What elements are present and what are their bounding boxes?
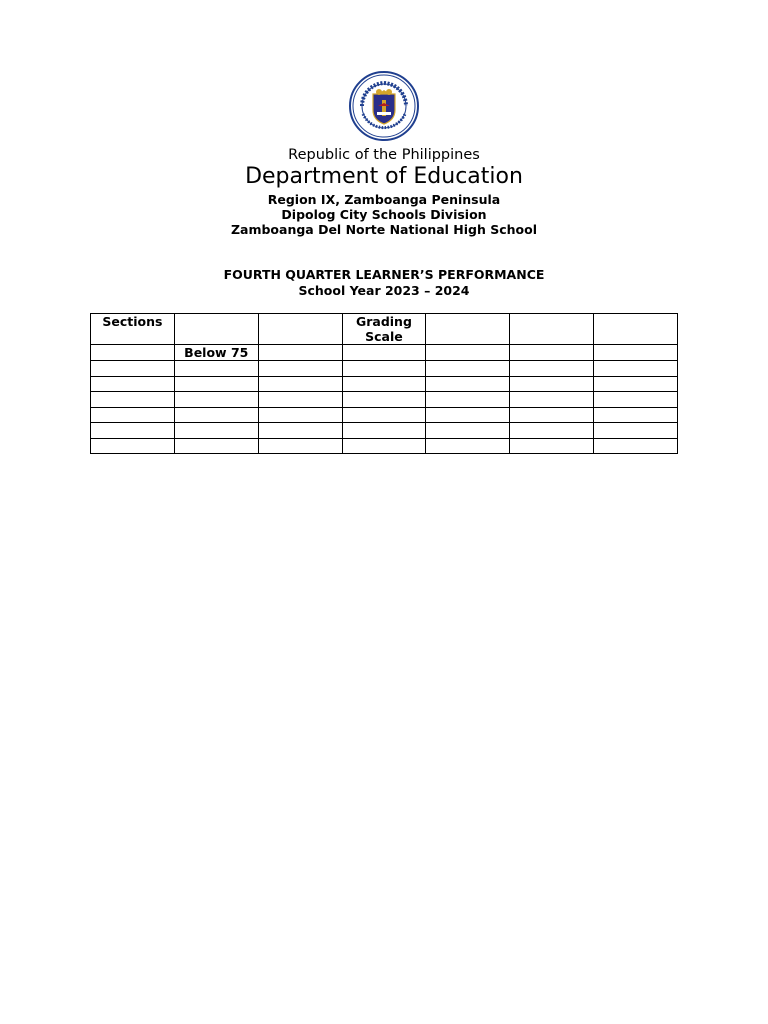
- table-row: [91, 392, 678, 408]
- table-row: [91, 438, 678, 454]
- table-cell: [174, 392, 258, 408]
- table-cell: [594, 361, 678, 377]
- school-line: Zamboanga Del Norte National High School: [230, 222, 538, 237]
- table-cell: [594, 345, 678, 361]
- table-row: [91, 345, 678, 361]
- table-cell: [426, 345, 510, 361]
- table-cell-below-75: Below 75: [174, 345, 258, 361]
- division-line: Dipolog City Schools Division: [281, 207, 487, 222]
- table-cell: [594, 376, 678, 392]
- table-cell: [426, 438, 510, 454]
- table-cell: [510, 392, 594, 408]
- header-cell: [426, 314, 510, 345]
- table-cell: [91, 345, 175, 361]
- table-cell: [594, 407, 678, 423]
- header-cell: [174, 314, 258, 345]
- deped-seal-logo: [349, 70, 419, 142]
- report-title: FOURTH QUARTER LEARNER’S PERFORMANCE: [223, 267, 545, 282]
- table-cell: [174, 423, 258, 439]
- table-cell: [258, 407, 342, 423]
- republic-line: Republic of the Philippines: [288, 147, 480, 163]
- school-year: School Year 2023 – 2024: [298, 283, 470, 298]
- table-header-row: [91, 314, 678, 345]
- table-cell: [258, 376, 342, 392]
- table-row: [91, 376, 678, 392]
- table-cell: [174, 361, 258, 377]
- table-cell: [510, 423, 594, 439]
- table-cell: [174, 407, 258, 423]
- table-cell: [91, 361, 175, 377]
- table-row: [91, 407, 678, 423]
- table-cell: [510, 407, 594, 423]
- table-cell: [510, 438, 594, 454]
- table-cell: [342, 438, 426, 454]
- table-row: [91, 361, 678, 377]
- table-cell: [510, 361, 594, 377]
- table-cell: [258, 345, 342, 361]
- header-cell: [258, 314, 342, 345]
- table-cell: [258, 423, 342, 439]
- table-cell: [510, 345, 594, 361]
- table-row: [91, 423, 678, 439]
- table-cell: [426, 376, 510, 392]
- table-cell: [258, 392, 342, 408]
- table-cell: [342, 376, 426, 392]
- table-cell: [91, 407, 175, 423]
- header-cell-grading-scale: Grading Scale: [342, 314, 426, 345]
- table-cell: [342, 361, 426, 377]
- table-cell: [510, 376, 594, 392]
- table-cell: [426, 361, 510, 377]
- table-cell: [342, 423, 426, 439]
- deped-seal-icon: [349, 70, 419, 142]
- table-cell: [426, 423, 510, 439]
- table-cell: [91, 392, 175, 408]
- table-cell: [258, 438, 342, 454]
- table-cell: [91, 423, 175, 439]
- table-cell: [91, 438, 175, 454]
- table-cell: [426, 392, 510, 408]
- header-cell-sections: Sections: [91, 314, 175, 345]
- table-cell: [342, 345, 426, 361]
- table-cell: [174, 438, 258, 454]
- table-cell: [342, 407, 426, 423]
- header-cell: [510, 314, 594, 345]
- table-cell: [174, 376, 258, 392]
- performance-table: [90, 313, 678, 454]
- table-cell: [426, 407, 510, 423]
- table-cell: [91, 376, 175, 392]
- table-cell: [594, 423, 678, 439]
- table-cell: [258, 361, 342, 377]
- region-line: Region IX, Zamboanga Peninsula: [267, 192, 501, 207]
- header-cell: [594, 314, 678, 345]
- table-cell: [594, 392, 678, 408]
- table-cell: [342, 392, 426, 408]
- table-cell: [594, 438, 678, 454]
- department-title: Department of Education: [245, 164, 523, 189]
